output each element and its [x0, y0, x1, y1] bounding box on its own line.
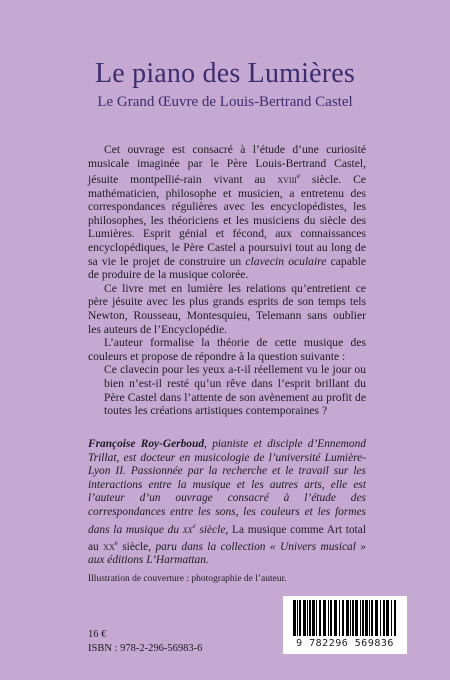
author-name: Françoise Roy-Gerboud — [88, 438, 205, 450]
clavecin-oculaire: clavecin oculaire — [245, 254, 327, 268]
blurb-paragraph-3: L’auteur formalise la théorie de cette musique des couleurs et propose de répondre à la question suivante : — [88, 336, 366, 363]
author-bio: Françoise Roy-Gerboud, pianiste et disciple d’Ennemond Trillat, est docteur en musicologie de l’université Lumière-Lyon II. Passionnée par la recherche et le travail sur les interactions entre la musique et les autres arts, elle est l’auteur d’un ouvrage consacré à l’étude des correspondances entre les sons, les couleurs et les formes dans la musique du $xx^e$ siècle, La musique comme Art total au $xx^e$ siècle, paru dans la collection « Univers musical » aux éditions L’Harmattan. — [88, 438, 367, 567]
book-subtitle: Le Grand Œuvre de Louis-Bertrand Castel — [97, 94, 353, 110]
book-title: Le piano des Lumières — [94, 58, 355, 89]
blurb-paragraph-2: Ce livre met en lumière les relations qu’entretient ce père jésuite avec les plus grands esprits de son temps tels Newton, Rousseau, Montesquieu, Telemann sans oublier les auteurs de l’Encyclopédie. — [88, 281, 366, 336]
blurb — [88, 143, 366, 418]
price: 16 € — [88, 629, 107, 640]
isbn: ISBN : 978-2-296-56983-6 — [88, 643, 203, 654]
cover-credit: Illustration de couverture : photographie de l’auteur. — [88, 574, 287, 584]
blurb-question: Ce clavecin pour les yeux a-t-il réellement vu le jour ou bien n’est-il resté qu’un rêve dans l’esprit brillant du Père Castel dans l’attente de son avènement au profit de toutes les créations artistiques contemporaines ? — [104, 363, 366, 418]
barcode-bars-icon — [289, 600, 401, 638]
barcode — [283, 596, 407, 654]
blurb-paragraph-1: Cet ouvrage est consacré à l’étude d’une curiosité musicale imaginée par le Père Louis-Bertrand Castel, jésuite montpellié-rain vivant au xviii$^e$ siècle. Ce mathématicien, philosophe et musicien, a entretenu des correspondances régulières avec les encyclopédistes, les philosophes, les théoriciens et les musiciens du siècle des Lumières. Esprit génial et fécond, aux connaissances encyclopédiques, le Père Castel a poursuivi tout au long de sa vie le projet de construire un clavecin oculaire capable de produire de la musique colorée. — [88, 143, 367, 282]
barcode-number: 9 782296 569836 — [296, 638, 394, 649]
